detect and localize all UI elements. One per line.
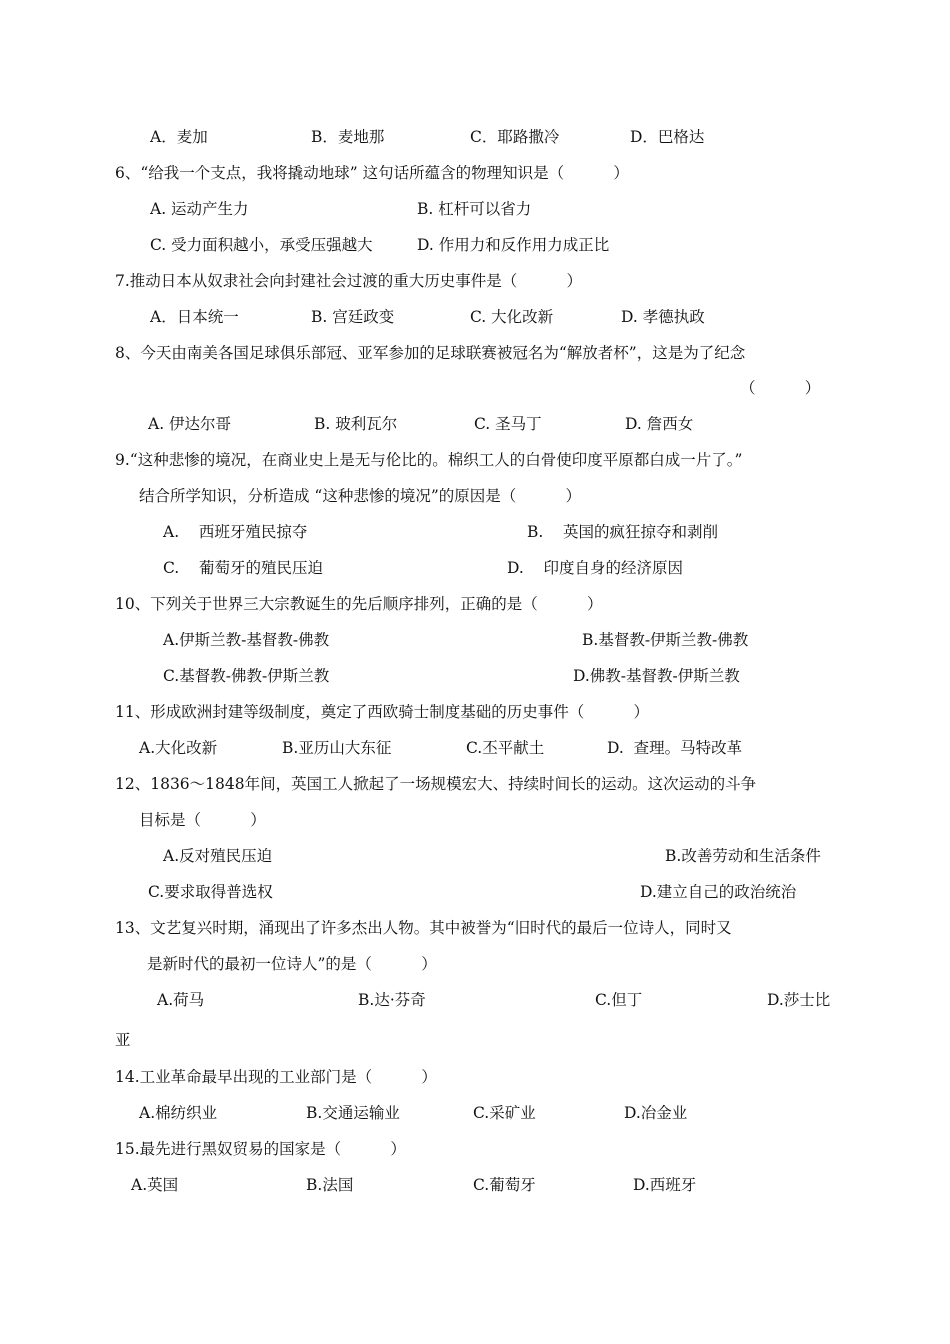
q9-option-a: A. 西班牙殖民掠夺 xyxy=(163,523,308,541)
q10-option-a: A.伊斯兰教-基督教-佛教 xyxy=(163,631,330,649)
q8-option-a: A. 伊达尔哥 xyxy=(148,415,232,433)
q7-option-b: B. 宫廷政变 xyxy=(311,308,395,326)
q11-stem: 11、形成欧洲封建等级制度，奠定了西欧骑士制度基础的历史事件（ ） xyxy=(115,703,649,721)
q14-option-b: B.交通运输业 xyxy=(306,1104,400,1122)
q13-option-d: D.莎士比 xyxy=(767,991,831,1009)
q8-option-b: B. 玻利瓦尔 xyxy=(314,415,398,433)
q13-stem-line-1: 13、文艺复兴时期，涌现出了许多杰出人物。其中被誉为“旧时代的最后一位诗人，同时又 xyxy=(115,919,732,937)
q9-option-c: C. 葡萄牙的殖民压迫 xyxy=(163,559,323,577)
q8-stem: 8、今天由南美各国足球俱乐部冠、亚军参加的足球联赛被冠名为“解放者杯”，这是为了纪念 xyxy=(115,344,746,362)
q7-stem: 7.推动日本从奴隶社会向封建社会过渡的重大历史事件是（ ） xyxy=(115,272,583,290)
q12-option-c: C.要求取得普选权 xyxy=(148,883,273,901)
q14-stem: 14.工业革命最早出现的工业部门是（ ） xyxy=(115,1068,437,1086)
q10-option-b: B.基督教-伊斯兰教-佛教 xyxy=(582,631,749,649)
q10-option-d: D.佛教-基督教-伊斯兰教 xyxy=(573,667,740,685)
q15-option-b: B.法国 xyxy=(306,1176,354,1194)
q6-option-b: B. 杠杆可以省力 xyxy=(417,200,532,218)
q6-stem: 6、“给我一个支点，我将撬动地球” 这句话所蕴含的物理知识是（ ） xyxy=(115,164,629,182)
q10-stem: 10、下列关于世界三大宗教诞生的先后顺序排列，正确的是（ ） xyxy=(115,595,603,613)
q5-option-c: C．耶路撒冷 xyxy=(470,128,560,146)
q8-option-d: D. 詹西女 xyxy=(625,415,694,433)
q14-option-c: C.采矿业 xyxy=(473,1104,536,1122)
q6-option-d: D. 作用力和反作用力成正比 xyxy=(417,236,610,254)
q9-stem-line-1: 9.“这种悲惨的境况，在商业史上是无与伦比的。棉织工人的白骨使印度平原都白成一片了。” xyxy=(115,451,743,469)
q5-option-b: B．麦地那 xyxy=(311,128,385,146)
q9-option-b: B. 英国的疯狂掠夺和剥削 xyxy=(527,523,719,541)
q9-option-d: D. 印度自身的经济原因 xyxy=(507,559,684,577)
q14-option-a: A.棉纺织业 xyxy=(139,1104,218,1122)
q14-option-d: D.冶金业 xyxy=(624,1104,688,1122)
q12-stem-line-1: 12、1836～1848年间，英国工人掀起了一场规模宏大、持续时间长的运动。这次运动的斗争 xyxy=(115,775,757,793)
q15-stem: 15.最先进行黑奴贸易的国家是（ ） xyxy=(115,1140,406,1158)
q12-option-b: B.改善劳动和生活条件 xyxy=(665,847,821,865)
q13-stem-line-2: 是新时代的最初一位诗人”的是（ ） xyxy=(147,955,437,973)
q6-option-a: A. 运动产生力 xyxy=(150,200,249,218)
q11-option-a: A.大化改新 xyxy=(139,739,218,757)
q12-option-d: D.建立自己的政治统治 xyxy=(640,883,797,901)
q11-option-c: C.丕平献土 xyxy=(466,739,545,757)
q12-option-a: A.反对殖民压迫 xyxy=(163,847,273,865)
q6-option-c: C. 受力面积越小，承受压强越大 xyxy=(150,236,373,254)
q13-option-b: B.达·芬奇 xyxy=(358,991,426,1009)
q8-answer-paren: （ ） xyxy=(740,379,821,397)
q10-option-c: C.基督教-佛教-伊斯兰教 xyxy=(163,667,330,685)
q7-option-c: C. 大化改新 xyxy=(470,308,554,326)
q13-option-d-wrap: 亚 xyxy=(115,1031,131,1049)
q15-option-a: A.英国 xyxy=(131,1176,179,1194)
q5-option-a: A．麦加 xyxy=(150,128,208,146)
q15-option-c: C.葡萄牙 xyxy=(473,1176,536,1194)
q11-option-b: B.亚历山大东征 xyxy=(282,739,392,757)
q9-stem-line-2: 结合所学知识，分析造成 “这种悲惨的境况”的原因是（ ） xyxy=(139,487,582,505)
q11-option-d: D. 查理。马特改革 xyxy=(607,739,743,757)
q13-option-a: A.荷马 xyxy=(157,991,205,1009)
q7-option-a: A．日本统一 xyxy=(150,308,239,326)
q15-option-d: D.西班牙 xyxy=(633,1176,697,1194)
q12-stem-line-2: 目标是（ ） xyxy=(139,811,266,829)
q5-option-d: D．巴格达 xyxy=(630,128,705,146)
q13-option-c: C.但丁 xyxy=(595,991,643,1009)
q8-option-c: C. 圣马丁 xyxy=(474,415,542,433)
q7-option-d: D. 孝德执政 xyxy=(621,308,705,326)
